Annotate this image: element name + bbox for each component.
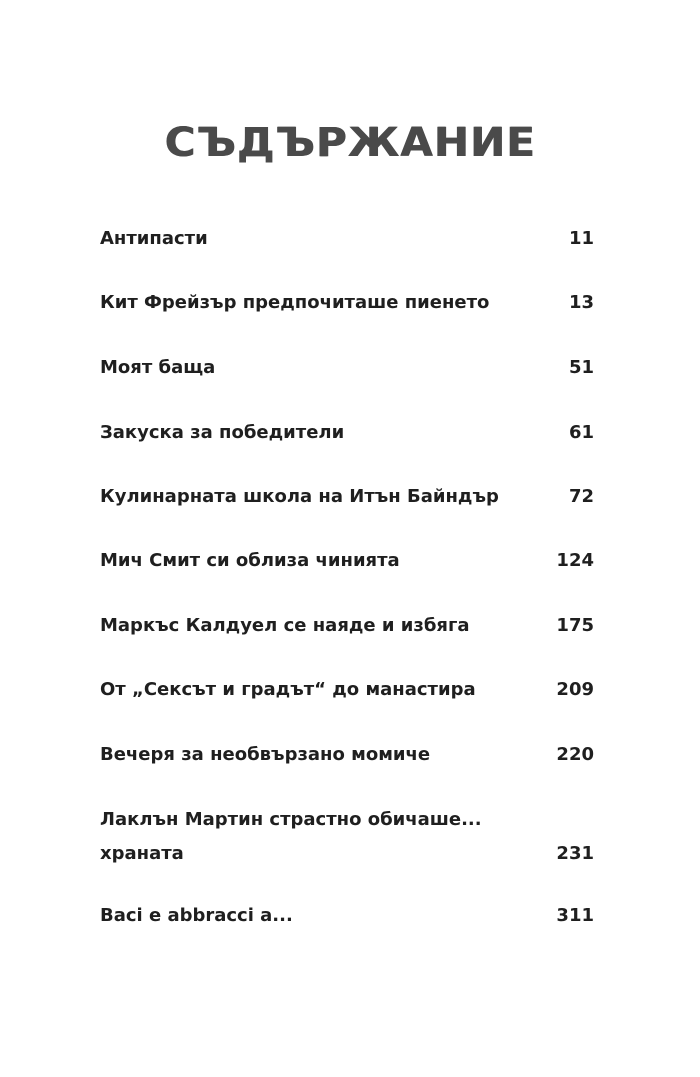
toc-entry-page: 51: [568, 357, 594, 378]
toc-entry: [100, 418, 594, 448]
toc-entry-title: Маркъс Калдуел се наяде и избяга: [100, 615, 470, 636]
toc-entry-page: 209: [556, 679, 594, 700]
toc-entry: [100, 611, 594, 641]
toc-entry-page: 11: [568, 228, 594, 249]
toc-entry-page: 175: [556, 615, 594, 636]
toc-entry-title: Закуска за победители: [100, 422, 345, 443]
toc-entry: [100, 482, 594, 512]
toc-entry-page: 13: [568, 292, 594, 313]
toc-entry: [100, 546, 594, 576]
toc-entry-title: Кулинарната школа на Итън Байндър: [100, 486, 499, 507]
toc-entry-title: Мич Смит си облиза чинията: [100, 550, 400, 571]
toc-entry-title: От „Сексът и градът“ до манастира: [100, 679, 476, 700]
toc-entry-page: 124: [556, 550, 594, 571]
toc-entry-title: Baci e abbracci a...: [100, 905, 293, 926]
toc-entry-title: Вечеря за необвързано момиче: [100, 744, 431, 765]
toc-entry-title: [100, 805, 594, 869]
toc-entry-page: 231: [556, 843, 594, 864]
toc-entry: [100, 288, 594, 318]
toc-entry-title-line: храната: [100, 843, 184, 864]
page-title: СЪДЪРЖАНИЕ: [164, 120, 536, 166]
toc-entry: [100, 805, 594, 869]
toc-entry-page: 72: [568, 486, 594, 507]
toc-entry: [100, 901, 594, 931]
toc-entry: [100, 740, 594, 770]
toc-entry: [100, 224, 594, 254]
toc-entry-title: Кит Фрейзър предпочиташе пиенето: [100, 292, 490, 313]
toc-entry-page: 61: [568, 422, 594, 443]
toc-entry: [100, 675, 594, 705]
toc-entry-title: Антипасти: [100, 228, 208, 249]
toc-entry: [100, 353, 594, 383]
toc-entry-title: Моят баща: [100, 357, 216, 378]
toc-entry-page: 220: [556, 744, 594, 765]
toc-entry-title-line: Лаклън Мартин страстно обичаше...: [100, 809, 482, 830]
toc-entry-page: 311: [556, 905, 594, 926]
